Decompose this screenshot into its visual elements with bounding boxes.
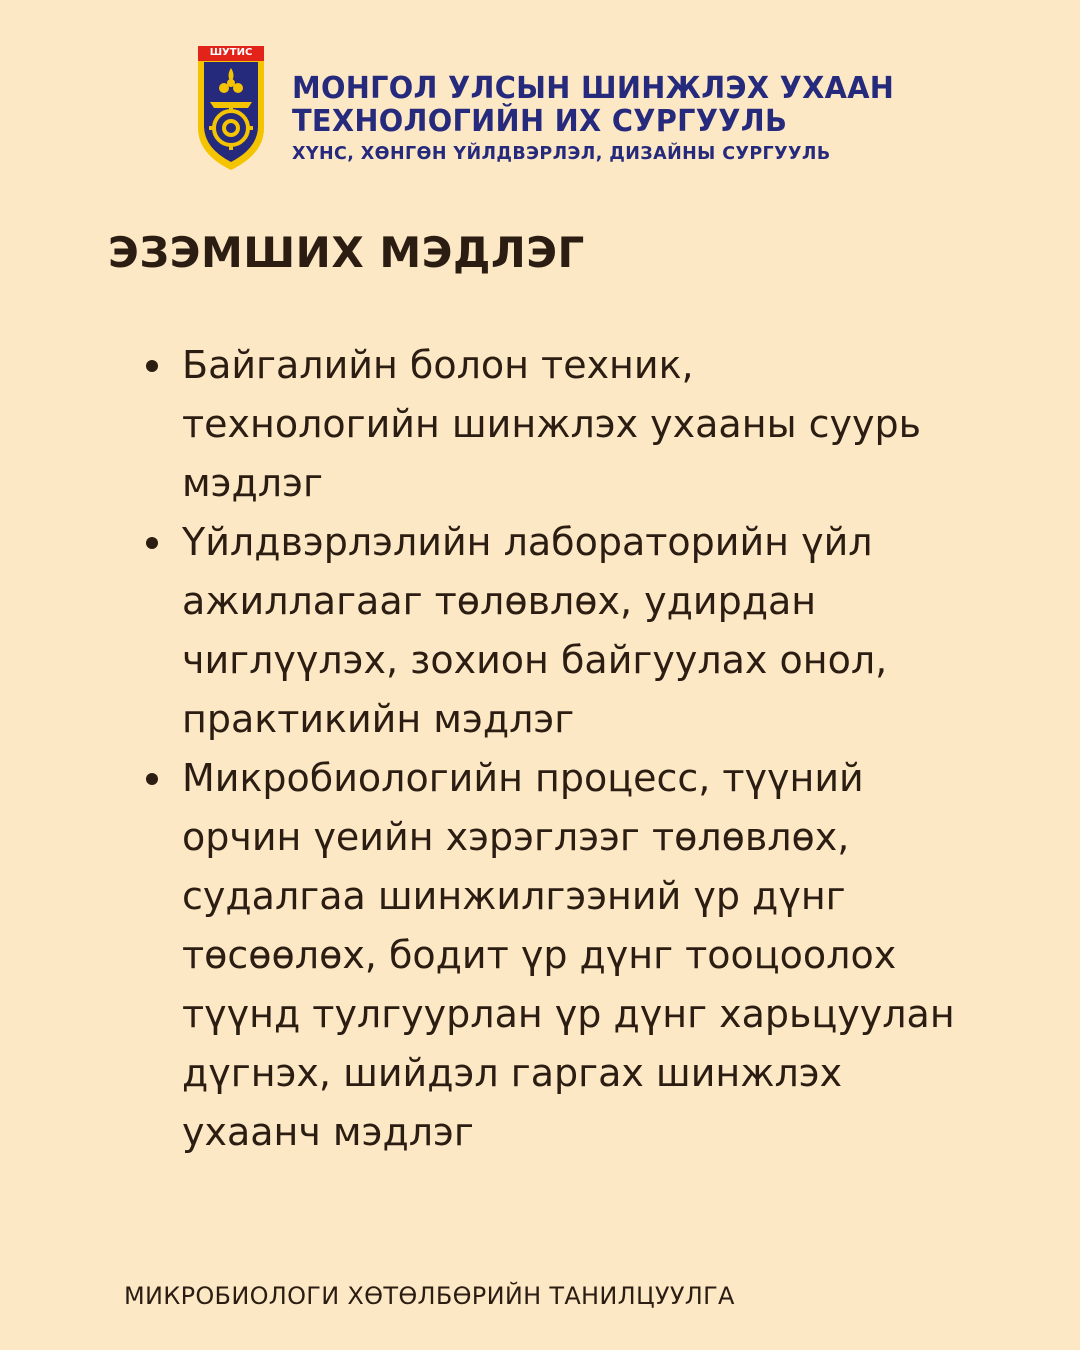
bullet-icon bbox=[146, 537, 158, 549]
list-item-line: Байгалийн болон техник, bbox=[182, 343, 694, 387]
list-item-line: ажиллагааг төлөвлөх, удирдан bbox=[182, 579, 817, 623]
list-item-line: мэдлэг bbox=[182, 461, 323, 505]
logo-badge-text: ШУТИС bbox=[209, 47, 253, 58]
page-title: ЭЗЭМШИХ МЭДЛЭГ bbox=[108, 228, 585, 277]
list-item-line: Микробиологийн процесс, түүний bbox=[182, 756, 864, 800]
list-item-line: Үйлдвэрлэлийн лабораторийн үйл bbox=[182, 520, 873, 564]
school-name: ХҮНС, ХӨНГӨН ҮЙЛДВЭРЛЭЛ, ДИЗАЙНЫ СУРГУУЛЬ bbox=[292, 144, 831, 164]
list-item bbox=[140, 513, 1000, 749]
bullet-icon bbox=[146, 360, 158, 372]
university-emblem-icon bbox=[196, 42, 266, 172]
list-item bbox=[140, 336, 1000, 513]
list-item-line: орчин үеийн хэрэглээг төлөвлөх, bbox=[182, 815, 850, 859]
knowledge-list bbox=[140, 336, 1000, 1162]
institution-name bbox=[292, 72, 992, 165]
list-item-line: төсөөлөх, бодит үр дүнг тооцоолох bbox=[182, 933, 897, 977]
list-item-line: практикийн мэдлэг bbox=[182, 697, 575, 741]
list-item-line: судалгаа шинжилгээний үр дүнг bbox=[182, 874, 846, 918]
list-item-line: түүнд тулгуурлан үр дүнг харьцуулан bbox=[182, 992, 955, 1036]
bullet-icon bbox=[146, 773, 158, 785]
list-item-line: технологийн шинжлэх ухааны суурь bbox=[182, 402, 922, 446]
institution-name-line1: МОНГОЛ УЛСЫН ШИНЖЛЭХ УХААН bbox=[292, 71, 895, 106]
header bbox=[196, 42, 996, 174]
list-item-line: чиглүүлэх, зохион байгуулах онол, bbox=[182, 638, 888, 682]
list-item bbox=[140, 749, 1000, 1162]
footer-caption: МИКРОБИОЛОГИ ХӨТӨЛБӨРИЙН ТАНИЛЦУУЛГА bbox=[124, 1282, 735, 1310]
institution-name-line2: ТЕХНОЛОГИЙН ИХ СУРГУУЛЬ bbox=[292, 104, 788, 139]
list-item-line: дүгнэх, шийдэл гаргах шинжлэх bbox=[182, 1051, 843, 1095]
list-item-line: ухаанч мэдлэг bbox=[182, 1110, 474, 1154]
